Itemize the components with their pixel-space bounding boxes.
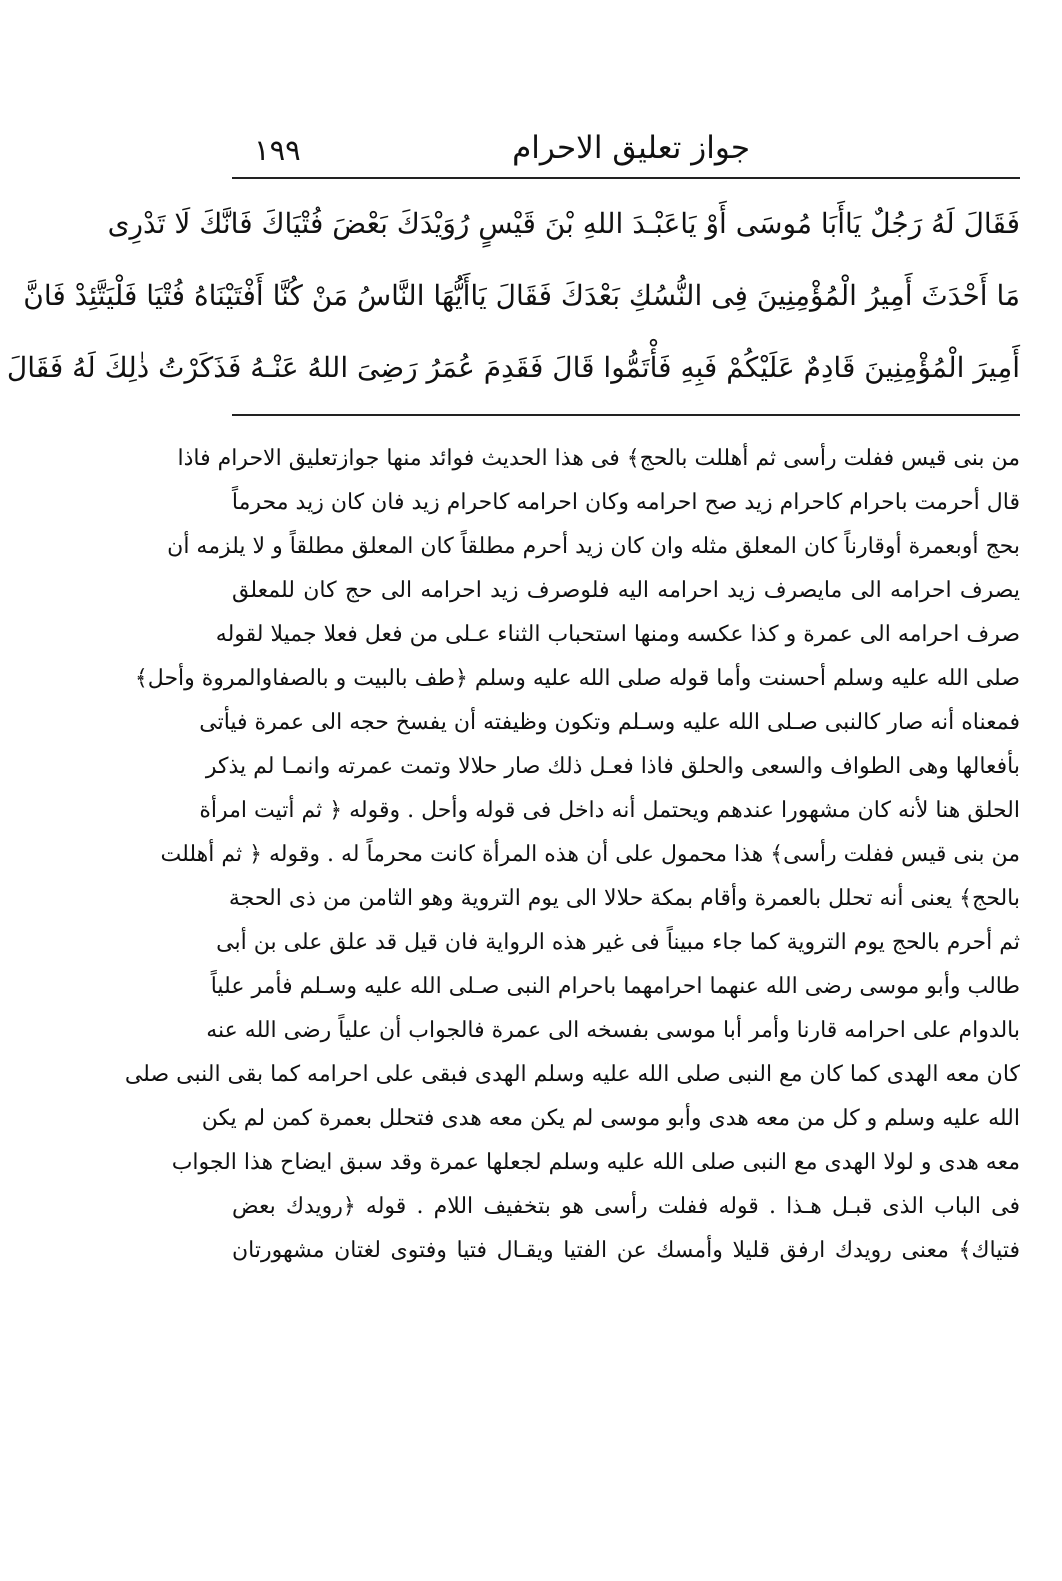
commentary-text-block [124, 437, 1020, 1273]
commentary-line: بأفعالها وهى الطواف والسعى والحلق فاذا فعـل ذلك صار حلالا وتمت عمرته وانمـا لم يذكر [205, 754, 1020, 779]
hadith-line: فَقَالَ لَهُ رَجُلٌ يَاأَبَا مُوسَى أَوْ يَاعَبْـدَ اللهِ بْنَ قَيْسٍ رُوَيْدَكَ بَعْضَ فُتْيَاكَ فَانَّكَ لَا تَدْرِى [107, 207, 1020, 240]
hadith-text-block [6, 188, 1020, 404]
commentary-line: كان معه الهدى كما كان مع النبى صلى الله عليه وسلم الهدى فبقى على احرامه كما بقى النبى صلى [124, 1062, 1020, 1087]
commentary-line: بالحج﴾ يعنى أنه تحلل بالعمرة وأقام بمكة حلالا الى يوم التروية وهو الثامن من ذى الحجة [228, 886, 1020, 911]
commentary-line: ثم أحرم بالحج يوم التروية كما جاء مبيناً فى غير هذه الرواية فان قيل قد علق على بن أبى [216, 930, 1020, 955]
hadith-line: مَا أَحْدَثَ أَمِيرُ الْمُؤْمِنِينَ فِى النُّسُكِ بَعْدَكَ فَقَالَ يَاأَيُّهَا النَّاسُ مَنْ كُنَّا أَفْتَيْنَاهُ فُتْيَا فَلْيَتَّئِدْ فَانَّ [23, 279, 1020, 312]
commentary-line: فتياك﴾ معنى رويدك ارفق قليلا وأمسك عن الفتيا ويقـال فتيا وفتوى لغتان مشهورتان [232, 1238, 1020, 1263]
commentary-line: الله عليه وسلم و كل من معه هدى وأبو موسى لم يكن معه هدى فتحلل بعمرة كمن لم يكن [201, 1106, 1020, 1131]
page-number: ١٩٩ [254, 133, 301, 167]
commentary-line: صرف احرامه الى عمرة و كذا عكسه ومنها استحباب الثناء عـلى من فعل فعلا جميلا لقوله [215, 622, 1020, 647]
section-divider-rule [232, 414, 1020, 416]
commentary-line: فى الباب الذى قبـل هـذا . قوله ففلت رأسى هو بتخفيف اللام . قوله ﴿رويدك بعض [232, 1194, 1020, 1219]
commentary-line: بالدوام على احرامه قارنا وأمر أبا موسى بفسخه الى عمرة فالجواب أن علياً رضى الله عنه [206, 1018, 1020, 1043]
page-title: جواز تعليق الاحرام [512, 130, 750, 166]
hadith-line: أَمِيرَ الْمُؤْمِنِينَ قَادِمٌ عَلَيْكُمْ فَبِهِ فَأْتَمُّوا قَالَ فَقَدِمَ عُمَرُ رَضِىَ اللهُ عَنْـهُ فَذَكَرْتُ ذٰلِكَ لَهُ فَقَالَ [6, 351, 1020, 384]
commentary-line: معه هدى و لولا الهدى مع النبى صلى الله عليه وسلم لجعلها عمرة وقد سبق ايضاح هذا الجواب [171, 1150, 1020, 1175]
commentary-line: فمعناه أنه صار كالنبى صـلى الله عليه وسـلم وتكون وظيفته أن يفسخ حجه الى عمرة فيأتى [199, 710, 1020, 735]
commentary-line: الحلق هنا لأنه كان مشهورا عندهم ويحتمل أنه داخل فى قوله وأحل . وقوله ﴿ ثم أتيت امرأة [199, 798, 1020, 823]
commentary-line: صلى الله عليه وسلم أحسنت وأما قوله صلى الله عليه وسلم ﴿طف بالبيت و بالصفاوالمروة وأحل﴾ [134, 666, 1020, 691]
commentary-line: من بنى قيس ففلت رأسى﴾ هذا محمول على أن هذه المرأة كانت محرماً له . وقوله ﴿ ثم أهللت [160, 842, 1020, 867]
commentary-line: قال أحرمت باحرام كاحرام زيد صح احرامه وكان احرامه كاحرام زيد فان كان زيد محرماً [231, 490, 1020, 515]
commentary-line: بحج أوبعمرة أوقارناً كان المعلق مثله وان كان زيد أحرم مطلقاً كان المعلق مطلقاً و لا يلزمه أن [167, 534, 1020, 559]
header-rule [232, 177, 1020, 179]
commentary-line: من بنى قيس ففلت رأسى ثم أهللت بالحج﴾ فى هذا الحديث فوائد منها جوازتعليق الاحرام فاذا [177, 446, 1020, 471]
commentary-line: طالب وأبو موسى رضى الله عنهما احرامهما باحرام النبى صـلى الله عليه وسـلم فأمر علياً [210, 974, 1020, 999]
running-head [232, 122, 1020, 172]
commentary-line: يصرف احرامه الى مايصرف زيد احرامه اليه فلوصرف زيد احرامه الى حج كان للمعلق [232, 578, 1020, 603]
